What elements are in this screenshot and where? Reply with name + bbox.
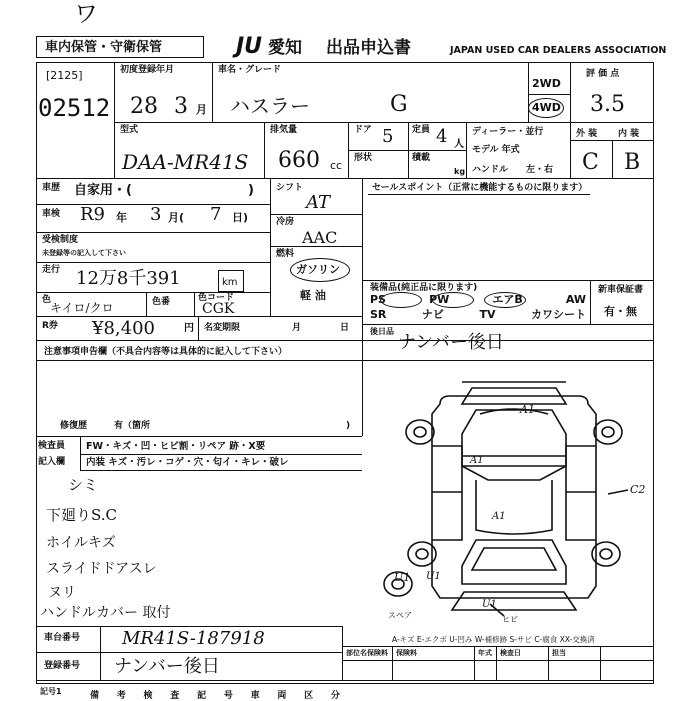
drive-2wd: 2WD (532, 77, 561, 90)
usage-value: 自家用・( (74, 183, 132, 198)
model-value: DAA-MR41S (122, 150, 249, 174)
inspection-label: 車検 (42, 209, 61, 219)
form-title: 出品申込書 (326, 38, 411, 58)
h-repair (36, 436, 362, 437)
h-chassis-bottom (36, 680, 654, 681)
plate-label: 登録番号 (44, 661, 81, 671)
inspector-note-2: 下廻りS.C (46, 506, 117, 524)
displacement-value: 660 (278, 148, 320, 173)
repair-history-value: 有（箇所 (114, 421, 151, 431)
shift-value: AT (306, 192, 331, 213)
bottom-cell: 区 (304, 691, 314, 701)
equip-navi: ナビ (421, 308, 444, 321)
v-firstreg (212, 62, 213, 122)
equip-pw-circle (432, 292, 474, 308)
h-notes (36, 360, 362, 361)
wheel-front-right (594, 420, 622, 444)
recycle-label: R券 (42, 321, 58, 331)
first-reg-year: 28 (130, 94, 158, 119)
diag-mark-a1-top: A1 (520, 403, 535, 416)
v-left-main (270, 178, 271, 316)
v-color-2 (194, 292, 195, 316)
h-mileage (36, 292, 270, 293)
h-inspection (36, 232, 270, 233)
org-name-jp: 愛知 (268, 38, 302, 58)
diag-spare-label: スペア (388, 611, 412, 620)
diag-mark-a1-mid: A1 (470, 455, 484, 466)
shape-label: 形状 (354, 153, 373, 163)
bottom-row-cells (90, 688, 340, 701)
equip-airbag: エアB (492, 293, 523, 306)
bottom-cell: 両 (277, 691, 287, 701)
later-docs-value: ナンバー後日 (398, 332, 504, 353)
mileage-unit: km (222, 277, 238, 288)
v-shift (362, 178, 363, 340)
chassis-value: MR41S-187918 (122, 628, 265, 649)
handle-label: ハンドル (472, 165, 509, 175)
inspector-note-1: シミ (68, 476, 99, 494)
bottom-cell: 号 (223, 691, 233, 701)
first-reg-month-unit: 月 (196, 103, 207, 116)
sales-point-underline (368, 194, 590, 195)
first-reg-month: 3 (174, 94, 188, 119)
sales-point-label: セールスポイント（正常に機能するものに限ります） (372, 183, 588, 193)
new-car-warranty-options: 有・無 (604, 305, 637, 318)
inspector-int-line: 内装 キズ・汚レ・コゲ・穴・匂イ・キレ・破レ (86, 457, 289, 468)
name-change-day: 日 (340, 323, 350, 333)
diag-mark-c2: C2 (630, 483, 646, 496)
bottom-cell: 備 (90, 691, 100, 701)
diag-mark-u1-front: U1 (482, 599, 497, 610)
color-number-label: 色番 (152, 297, 171, 307)
usage-label: 車歴 (42, 183, 61, 193)
ext-int-vline (612, 140, 613, 178)
equip-ps-circle (380, 292, 422, 308)
drive-divider (528, 94, 570, 95)
mileage-unit-box (218, 270, 244, 292)
color-code-value: CGK (202, 301, 235, 317)
aircon-value: AAC (302, 228, 338, 247)
damage-legend: A-キズ E-エクボ U-凹み W-補修跡 S-サビ C-腐食 XX-交換済 (392, 635, 595, 644)
lot-divider (114, 62, 115, 178)
body-outline (432, 396, 596, 598)
h-inspector-1 (80, 454, 362, 455)
chassis-label: 車台番号 (44, 633, 81, 643)
v-chassis (100, 626, 101, 680)
inspector-note-3: ホイルキズ (46, 535, 116, 551)
load-unit: kg (454, 167, 466, 176)
rear-cabin (462, 540, 566, 584)
v-inspector (80, 436, 81, 470)
rear-bumper (452, 592, 576, 610)
v-score (570, 62, 571, 178)
v-capacity (466, 122, 467, 178)
equip-aw: AW (565, 293, 586, 306)
storage-label-box (36, 36, 204, 58)
interior-grade: B (624, 150, 641, 175)
shift-label: シフト (276, 183, 304, 193)
car-name: ハスラー (230, 94, 310, 118)
inspection-era: R9 (80, 204, 106, 225)
plate-value: ナンバー後日 (114, 656, 220, 677)
recycle-value: ¥8,400 (92, 318, 155, 339)
h-info-1 (342, 646, 654, 647)
interior-label: 内 装 (618, 129, 640, 139)
color-code-label: 色コード (198, 293, 235, 303)
inspection-day: 7 (210, 204, 222, 225)
center-cabin (462, 466, 566, 480)
corner-handwritten-mark: ワ (74, 0, 98, 28)
v-drive (528, 62, 529, 122)
load-label: 積載 (412, 153, 431, 163)
dealer-label: ディーラー・並行 (472, 127, 544, 137)
inspection-month-unit: 月( (168, 211, 185, 224)
side-panel-right (566, 446, 596, 540)
bottom-cell: 記 (197, 691, 207, 701)
info-col-2: 保険料 (396, 649, 417, 657)
notes-label: 注意事項申告欄（不具合内容等は具体的に記入して下さい） (44, 347, 288, 357)
equip-airbag-circle (484, 292, 526, 308)
inspector-label-2: 記入欄 (38, 457, 66, 467)
v-info-1 (392, 646, 393, 680)
equip-ps: PS (370, 293, 386, 306)
doors-label: ドア (354, 125, 372, 135)
ju-logo-mark: JU (236, 34, 263, 59)
aircon-label: 冷房 (276, 217, 295, 227)
mileage-value: 12万8千391 (76, 268, 181, 289)
bottom-cell: 車 (250, 691, 260, 701)
h-later (362, 324, 654, 325)
inspector-note-5: ヌリ (48, 585, 76, 601)
model-label: 型式 (120, 125, 139, 135)
h-color (36, 316, 362, 317)
v-model (264, 122, 265, 178)
displacement-label: 排気量 (270, 125, 298, 135)
fuel-gasoline-circle (290, 258, 350, 282)
row1-bottom (114, 122, 654, 123)
v-info-5 (600, 646, 601, 680)
capacity-value: 4 (436, 126, 448, 147)
equip-pw: PW (429, 293, 450, 306)
capacity-label: 定員 (412, 125, 431, 135)
bottom-row-label: 記号1 (40, 687, 62, 696)
v-equipment (590, 280, 591, 324)
name-change-label: 名変期限 (204, 323, 241, 333)
exterior-grade: C (582, 150, 599, 175)
diag-mark-a1-side: A1 (492, 511, 506, 522)
color-label: 色 (42, 295, 52, 305)
mileage-label: 走行 (42, 265, 61, 275)
h-equipment-top (362, 280, 654, 281)
fuel-label: 燃料 (276, 249, 295, 259)
doors-value: 5 (382, 126, 394, 147)
inspector-label-1: 検査員 (38, 441, 66, 451)
info-col-5: 担当 (552, 649, 566, 657)
h-inspector-2 (80, 470, 362, 471)
usage-close: ) (248, 183, 254, 198)
equipment-label: 装備品(純正品に限ります) (370, 283, 478, 293)
h-chassis-top (36, 626, 342, 627)
fuel-diesel: 軽 油 (300, 289, 326, 302)
bottom-cell: 査 (170, 691, 180, 701)
info-col-4: 検査日 (500, 649, 521, 657)
later-docs-label: 後日品 (370, 327, 394, 336)
name-change-month: 月 (292, 323, 302, 333)
repair-history-close: ) (346, 421, 351, 431)
color-value: キイロ/クロ (50, 301, 114, 315)
recycle-unit: 円 (184, 323, 194, 334)
v-recycle (198, 316, 199, 340)
h-shift (270, 214, 362, 215)
storage-label: 車内保管・守衛保管 (45, 40, 163, 55)
handle-options: 左・右 (526, 165, 554, 175)
v-color-1 (146, 292, 147, 316)
equip-sr: SR (370, 308, 387, 321)
equip-tv: TV (479, 308, 496, 321)
bottom-cell: 考 (116, 691, 126, 701)
inspection-year-unit: 年 (116, 211, 127, 224)
inspection-note-sub: 未登録等の記入して下さい (42, 249, 126, 257)
new-car-warranty-label: 新車保証書 (598, 285, 644, 295)
h-insp-note (36, 262, 270, 263)
info-col-3: 年式 (478, 649, 492, 657)
car-damage-diagram (380, 370, 650, 632)
equip-leather: カワシート (530, 308, 586, 321)
v-chassis-right (342, 626, 343, 680)
info-col-1: 部位名保険料 (346, 649, 388, 657)
shape-divider (348, 150, 466, 151)
v-info-4 (548, 646, 549, 680)
bottom-cell: 検 (143, 691, 153, 701)
drive-4wd-circle (528, 98, 564, 118)
score-label: 評 価 点 (586, 69, 620, 79)
v-notes-right (362, 340, 363, 436)
inspector-note-4: スライドドアスレ (46, 561, 157, 577)
lot-number: 02512 (38, 94, 111, 122)
bottom-cell: 分 (330, 691, 340, 701)
org-name-en: JAPAN USED CAR DEALERS ASSOCIATION (450, 45, 667, 56)
rear-window (472, 548, 556, 570)
first-reg-label: 初度登録年月 (120, 65, 175, 75)
diag-hibi-label: ヒビ (502, 615, 518, 624)
diag-mark-u1-spare: U1 (394, 571, 411, 584)
exterior-label: 外 装 (576, 129, 598, 139)
ju-logo (236, 36, 262, 58)
h-later-bottom (362, 360, 654, 361)
inspection-day-unit: 日) (232, 211, 249, 224)
inspector-note-6: ハンドルカバー 取付 (40, 605, 171, 621)
score-value: 3.5 (590, 92, 625, 117)
side-panel-left (432, 446, 462, 540)
h-chassis-mid (36, 652, 342, 653)
car-grade: G (390, 92, 408, 117)
inspection-note-label: 受検制度 (42, 235, 79, 245)
diag-mark-u1: U1 (426, 571, 441, 582)
car-name-label: 車名・グレード (218, 65, 282, 75)
v-info-3 (496, 646, 497, 680)
v-info-2 (474, 646, 475, 680)
inspector-fw-line: FW・キズ・凹・ヒビ割・リペア 跡・X要 (86, 441, 266, 452)
capacity-unit: 人 (454, 139, 464, 150)
drive-4wd: 4WD (532, 101, 561, 114)
h-info-2 (342, 660, 654, 661)
displacement-unit: cc (330, 159, 343, 172)
model-year-label: モデル 年式 (472, 145, 520, 155)
repair-history-label: 修復歴 (60, 421, 88, 431)
lot-bracket-no: [2125] (46, 69, 83, 82)
inspection-month: 3 (150, 204, 162, 225)
wheel-front-left (406, 420, 434, 444)
fuel-gasoline: ガソリン (296, 263, 340, 276)
h-recycle (36, 340, 654, 341)
row2-bottom (36, 178, 654, 179)
